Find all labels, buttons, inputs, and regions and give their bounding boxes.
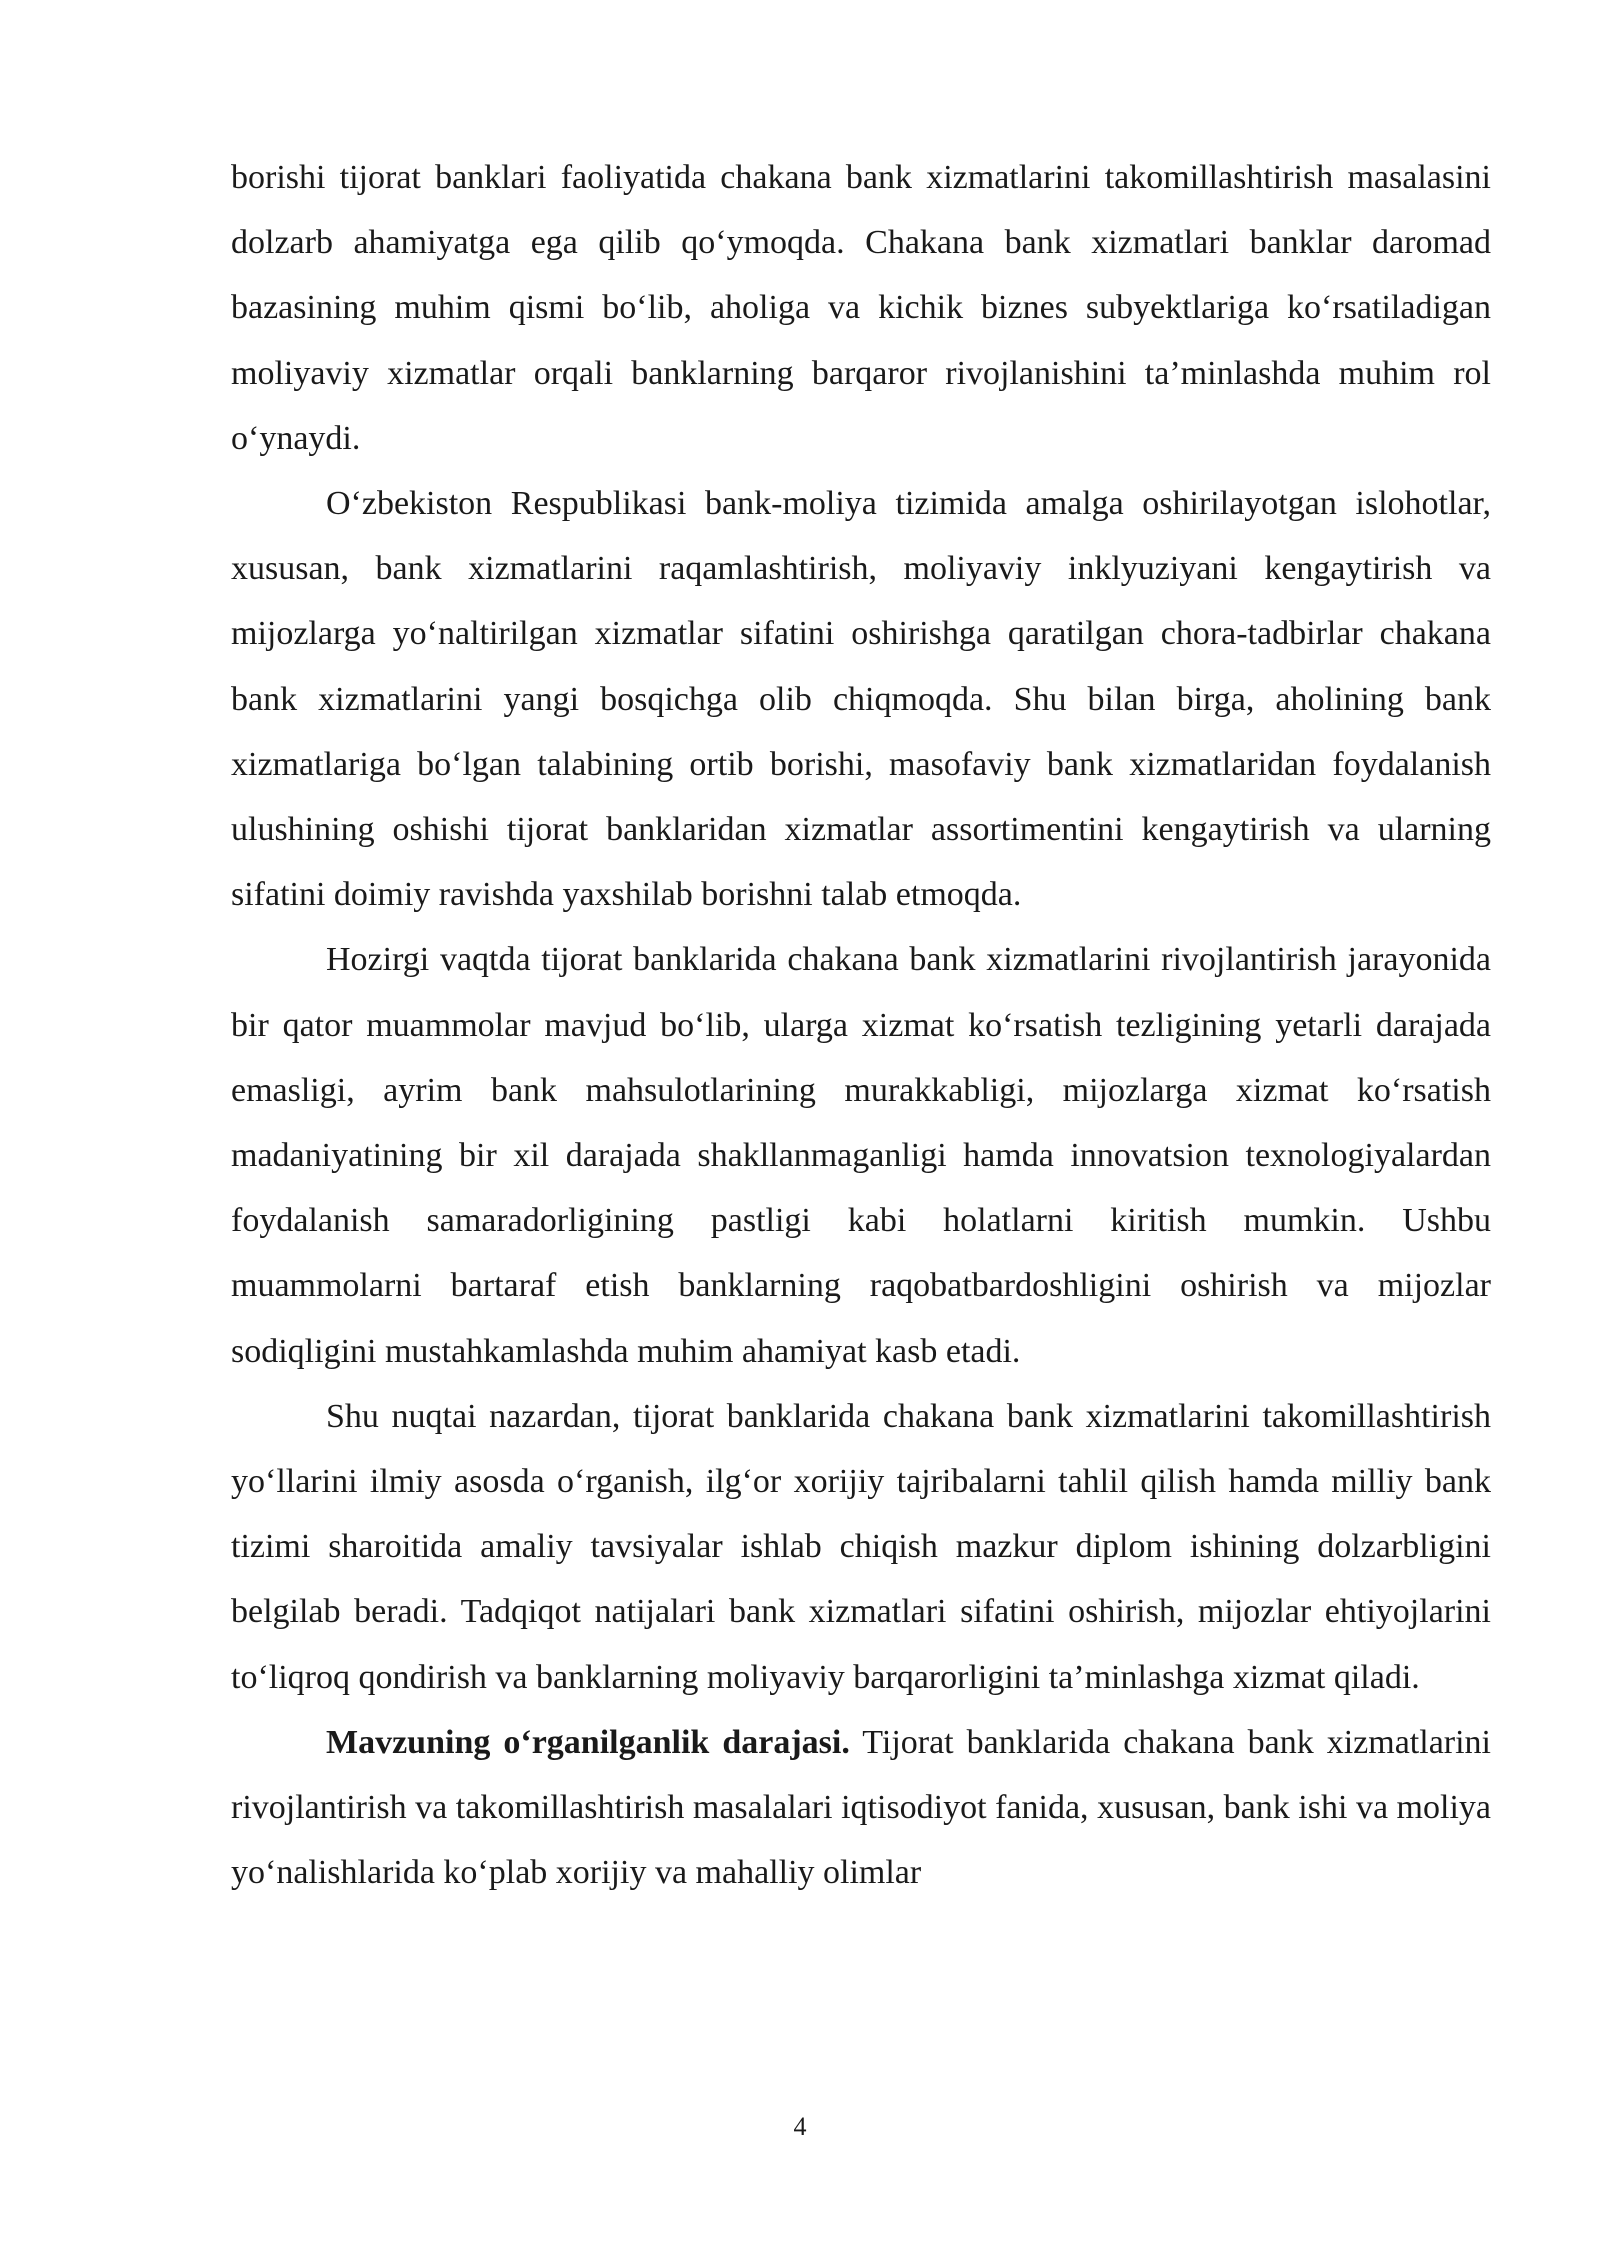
paragraph-5-text: Tijorat banklarida chakana bank xizmatlarini rivojlantirish va takomillashtirish masalalari iqtisodiyot fanida, xususan, bank ishi va moliya yo‘nalishlarida ko‘plab xorijiy va mahalliy olimlar — [231, 1723, 1492, 1892]
paragraph-1 — [231, 145, 1491, 471]
paragraph-1-text: borishi tijorat banklari faoliyatida chakana bank xizmatlarini takomillashtirish masalasini dolzarb ahamiyatga ega qilib qo‘ymoqda. Chakana bank xizmatlari banklar daromad bazasining muhim qismi bo‘lib, aholiga va kichik biznes subyektlariga ko‘rsatiladigan moliyaviy xizmatlar orqali banklarning barqaror rivojlanishini ta’minlashda muhim rol o‘ynaydi. — [231, 159, 1491, 457]
paragraph-2 — [231, 471, 1491, 927]
page-number: 4 — [793, 2112, 807, 2141]
paragraph-3-text: Hozirgi vaqtda tijorat banklarida chakana bank xizmatlarini rivojlantirish jarayonida bir qator muammolar mavjud bo‘lib, ularga xizmat ko‘rsatish tezligining yetarli darajada emasligi, ayrim bank mahsulotlarining murakkabligi, mijozlarga xizmat ko‘rsatish madaniyatining bir xil darajada shakllanmaganligi hamda innovatsion texnologiyalardan foydalanish samaradorligining pastligi kabi holatlarni kiritish mumkin. Ushbu muammolarni bartaraf etish banklarning raqobatbardoshligini oshirish va mijozlar sodiqligini mustahkamlashda muhim ahamiyat kasb etadi. — [231, 941, 1491, 1370]
paragraph-2-text: O‘zbekiston Respublikasi bank-moliya tizimida amalga oshirilayotgan islohotlar, xususan, bank xizmatlarini raqamlashtirish, moliyaviy inklyuziyani kengaytirish va mijozlarga yo‘naltirilgan xizmatlar sifatini oshirishga qaratilgan chora-tadbirlar chakana bank xizmatlarini yangi bosqichga olib chiqmoqda. Shu bilan birga, aholining bank xizmatlariga bo‘lgan talabining ortib borishi, masofaviy bank xizmatlaridan foydalanish ulushining oshishi tijorat banklaridan xizmatlar assortimentini kengaytirish va ularning sifatini doimiy ravishda yaxshilab borishni talab etmoqda. — [231, 485, 1491, 914]
paragraph-4 — [231, 1384, 1491, 1710]
paragraph-5 — [231, 1710, 1491, 1906]
paragraph-4-text: Shu nuqtai nazardan, tijorat banklarida chakana bank xizmatlarini takomillashtirish yo‘llarini ilmiy asosda o‘rganish, ilg‘or xorijiy tajribalarni tahlil qilish hamda milliy bank tizimi sharoitida amaliy tavsiyalar ishlab chiqish mazkur diplom ishining dolzarbligini belgilab beradi. Tadqiqot natijalari bank xizmatlari sifatini oshirish, mijozlar ehtiyojlarini to‘liqroq qondirish va banklarning moliyaviy barqarorligini ta’minlashga xizmat qiladi. — [231, 1397, 1491, 1696]
paragraph-3 — [231, 927, 1491, 1383]
body-text — [231, 145, 1491, 1905]
section-heading-inline: Mavzuning o‘rganilganlik darajasi. — [326, 1723, 850, 1761]
